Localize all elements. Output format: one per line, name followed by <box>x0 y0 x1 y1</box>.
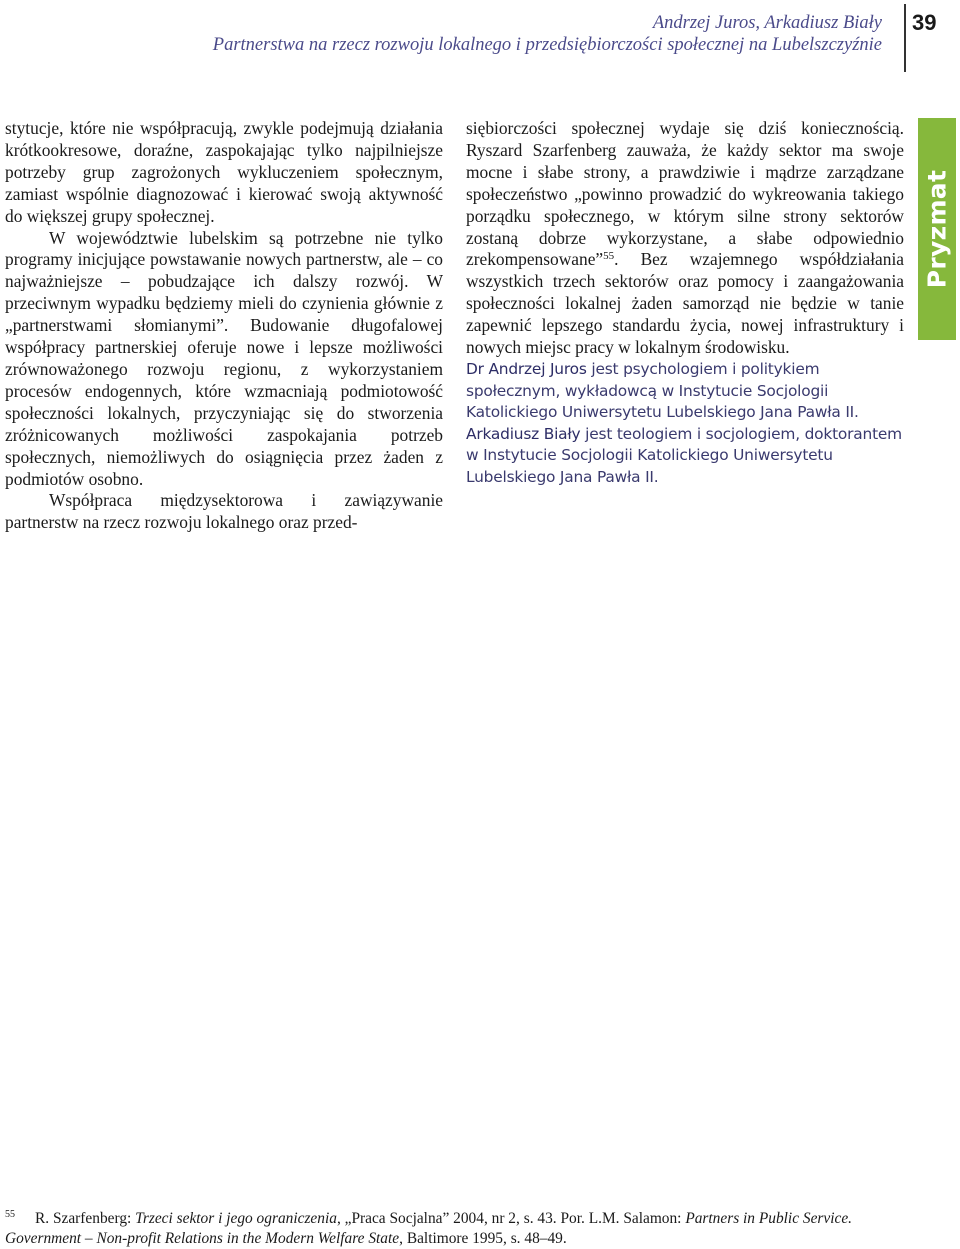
page-number: 39 <box>912 10 937 35</box>
footnote-text: , Baltimore 1995, s. 48–49. <box>399 1230 567 1247</box>
paragraph: stytucje, które nie współpracują, zwykle podejmują działania krótkookresowe, doraźne, zaspokajając tylko najpilniejsze potrzeby grup zagrożonych wykluczeniem społecznym, zamiast wspólnie diagnozować i kierować swoją aktywność do większej grupy społecznej. <box>5 118 443 226</box>
author-name: Dr Andrzej Juros <box>466 359 587 378</box>
header-authors: Andrzej Juros, Arkadiusz Biały <box>652 13 882 33</box>
paragraph-text: . Bez wzajemnego współdziałania wszystkich trzech sektorów oraz pomocy i zaangażowania społeczności lokalnej żaden samorząd nie będzie w tanie zapewnić lepszego standardu życia, nowej infrastruktury i nowych miejsc pracy w lokalnym środowisku. <box>466 249 904 358</box>
running-header <box>0 12 882 56</box>
footnote-text: R. Szarfenberg: <box>35 1210 136 1227</box>
paragraph <box>466 118 904 359</box>
author-bio <box>466 359 904 424</box>
section-tab-label: Pryzmat <box>922 169 952 289</box>
author-bio <box>466 424 904 489</box>
footnote-text: , „Praca Socjalna” 2004, nr 2, s. 43. Por. L.M. Salamon: <box>336 1210 686 1227</box>
paragraph-text: siębiorczości społecznej wydaje się dziś koniecznością. Ryszard Szarfenberg zauważa, że każdy sektor ma swoje mocne i słabe strony, a prawdziwie i mądrze zarządzane społeczeństwo „powinno prowadzić do wykreowania takiego porządku społecznego, w którym silne strony sektorów zostaną dobrze wykorzystane, a słabe odpowiednio zrekompensowane” <box>466 118 904 270</box>
section-tab <box>918 118 956 340</box>
footnote <box>5 1209 915 1249</box>
author-bio-text: jest psychologiem i politykiem społecznym, wykładowcą w Instytucie Socjologii Katolickiego Uniwersytetu Lubelskiego Jana Pawła II. <box>466 359 859 422</box>
footnote-number: 55 <box>5 1209 15 1220</box>
paragraph: W województwie lubelskim są potrzebne nie tylko programy inicjujące powstawanie nowych partnerstw, ale – co najważniejsze – pobudzające ich dalszy rozwój. W przeciwnym wypadku będziemy mieli do czynienia głównie z „partnerstwami słomianymi”. Budowanie długofalowej współpracy partnerskiej oferuje nowe i lepsze możliwości zrównoważonego rozwoju regionu, z wykorzystaniem procesów endogennych, które wzmacniają podmiotowość społeczności lokalnych, przyczyniając się do stworzenia zróżnicowanych możliwości zaspokajania potrzeb społecznych, niemożliwych do osiągnięcia przez żaden z podmiotów osobno. <box>5 227 443 489</box>
header-title: Partnerstwa na rzecz rozwoju lokalnego i przedsiębiorczości społecznej na Lubelszczyźnie <box>212 35 882 55</box>
paragraph: Współpraca międzysektorowa i zawiązywanie partnerstw na rzecz rozwoju lokalnego oraz przed- <box>5 490 443 533</box>
author-name: Arkadiusz Biały <box>466 424 581 443</box>
footnote-reference: 55 <box>603 250 615 263</box>
footnote-title: Partners in Public Service. Government – Non-profit Relations in the Modern Welfare State <box>5 1210 853 1247</box>
right-column <box>466 118 904 489</box>
header-divider <box>904 4 906 72</box>
left-column <box>5 118 443 534</box>
footnote-title: Trzeci sektor i jego ograniczenia <box>135 1210 337 1227</box>
author-bio-text: jest teologiem i socjologiem, doktorantem w Instytucie Socjologii Katolickiego Uniwersytetu Lubelskiego Jana Pawła II. <box>466 424 902 486</box>
